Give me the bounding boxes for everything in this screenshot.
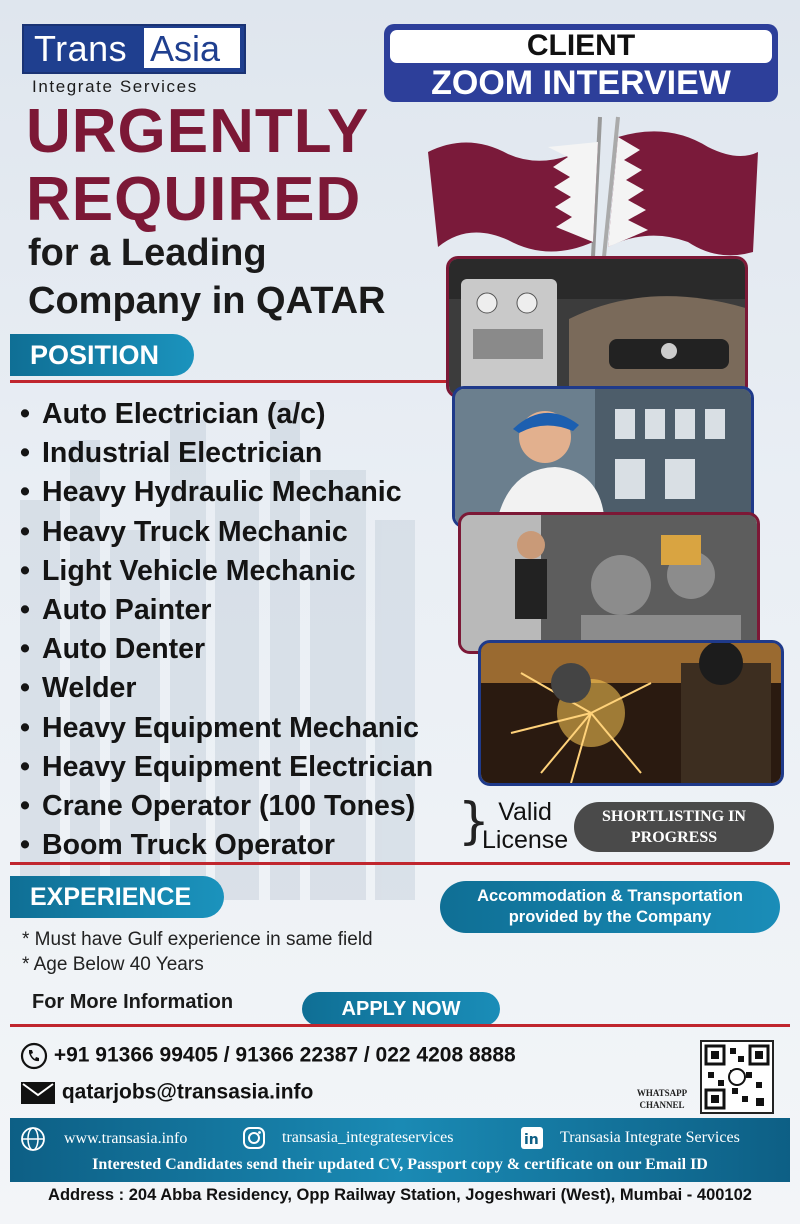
list-item: • Heavy Hydraulic Mechanic [20, 476, 402, 509]
svg-text:in: in [524, 1132, 539, 1148]
valid-license-line2: License [482, 826, 569, 854]
list-item: • Auto Painter [20, 593, 212, 626]
experience-divider [10, 862, 790, 865]
positions-list [20, 396, 490, 866]
mail-icon [20, 1080, 56, 1106]
linkedin-icon [520, 1126, 544, 1150]
footer-cv-note: Interested Candidates send their updated CV, Passport copy & certificate on our Email ID [92, 1156, 708, 1173]
footer-band [10, 1118, 790, 1182]
transasia-logo [22, 24, 246, 98]
position-section-label: POSITION [10, 334, 194, 376]
photo-car-ac-service [446, 256, 748, 398]
shortlisting-badge [574, 802, 774, 852]
photo-heavy-mechanic [458, 512, 760, 654]
headline-urgently: URGENTLY [26, 97, 370, 166]
badge-line1: CLIENT [526, 29, 636, 62]
footer-linkedin [520, 1126, 740, 1150]
qatar-flag-icon [428, 112, 768, 262]
phone-numbers[interactable]: +91 91366 99405 / 91366 22387 / 022 4208 8888 [53, 1043, 516, 1067]
client-zoom-interview-badge [384, 24, 778, 102]
whatsapp-channel-label [622, 1087, 702, 1111]
footer-instagram [242, 1126, 453, 1150]
photo-industrial-electrician [452, 386, 754, 528]
headline-required: REQUIRED [26, 165, 362, 234]
whatsapp-line2: CHANNEL [639, 1100, 685, 1110]
list-item: • Heavy Equipment Mechanic [20, 711, 419, 744]
list-item: • Heavy Truck Mechanic [20, 515, 348, 548]
list-item: • Heavy Equipment Electrician [20, 750, 434, 783]
logo-trans-text: Trans [34, 28, 128, 69]
requirement-age: * Age Below 40 Years [22, 954, 204, 975]
whatsapp-line1: WHATSAPP [636, 1088, 688, 1098]
list-item: • Auto Electrician (a/c) [20, 398, 326, 430]
instagram-icon [242, 1126, 266, 1150]
footer-website [20, 1126, 187, 1152]
badge-line2: ZOOM INTERVIEW [431, 64, 731, 102]
shortlisting-line1: SHORTLISTING IN [602, 808, 746, 825]
email-address[interactable]: qatarjobs@transasia.info [61, 1080, 314, 1104]
list-item: • Boom Truck Operator [20, 829, 335, 862]
valid-license-note [482, 798, 568, 854]
more-information-label: For More Information [32, 991, 234, 1013]
list-item: • Welder [20, 672, 137, 705]
list-item: • Crane Operator (100 Tones) [20, 789, 416, 822]
website-link[interactable]: www.transasia.info [64, 1129, 188, 1147]
email-contact [20, 1080, 313, 1106]
valid-license-line1: Valid [498, 798, 552, 826]
contact-divider [10, 1024, 790, 1027]
requirement-gulf-experience: * Must have Gulf experience in same field [22, 929, 373, 950]
phone-icon [20, 1042, 48, 1070]
list-item: • Auto Denter [20, 633, 206, 666]
accommodation-line1: Accommodation & Transportation [477, 887, 743, 905]
position-divider [10, 380, 448, 383]
logo-subtitle: Integrate Services [32, 77, 198, 96]
license-brace: } [458, 792, 490, 850]
qr-code-icon[interactable] [700, 1040, 774, 1114]
list-item: • Industrial Electrician [20, 437, 323, 470]
list-item: • Light Vehicle Mechanic [20, 554, 356, 587]
headline-leading: for a Leading [28, 232, 267, 274]
headline-company: Company in QATAR [28, 280, 386, 322]
accommodation-line2: provided by the Company [508, 908, 712, 926]
photo-welder [478, 640, 784, 786]
experience-section-label: EXPERIENCE [10, 876, 224, 918]
apply-now-button[interactable]: APPLY NOW [302, 992, 500, 1026]
instagram-handle[interactable]: transasia_integrateservices [282, 1128, 454, 1146]
globe-icon [20, 1126, 46, 1152]
linkedin-name[interactable]: Transasia Integrate Services [560, 1128, 740, 1146]
office-address: Address : 204 Abba Residency, Opp Railway Station, Jogeshwari (West), Mumbai - 400102 [48, 1186, 752, 1204]
logo-asia-text: Asia [150, 28, 221, 69]
phone-contact [20, 1042, 516, 1070]
shortlisting-line2: PROGRESS [630, 829, 718, 846]
accommodation-badge [440, 881, 780, 933]
